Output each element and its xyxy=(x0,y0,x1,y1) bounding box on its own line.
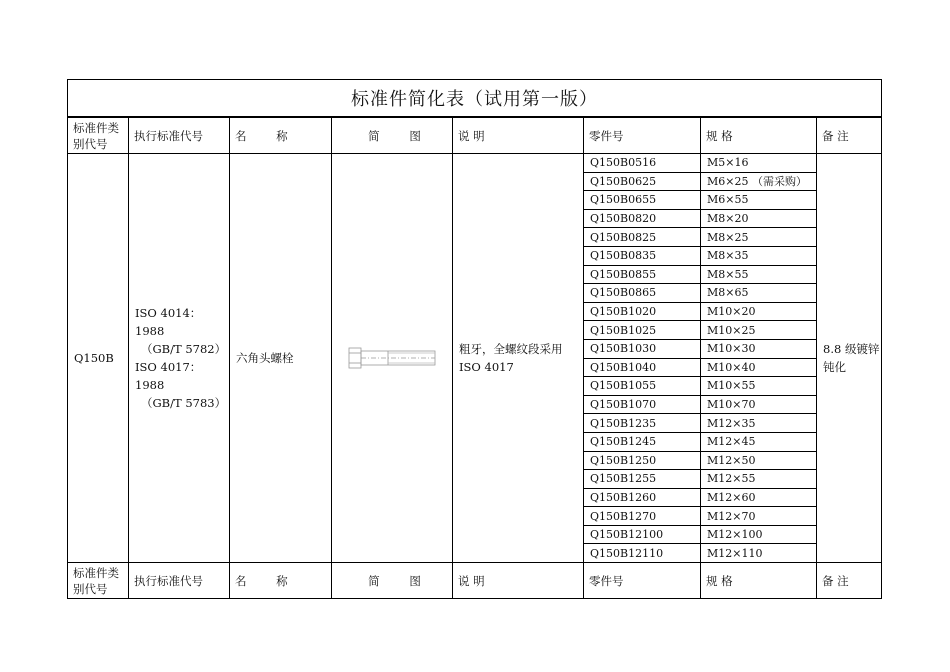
standard-parts-table xyxy=(67,79,882,599)
spec: M6×25 （需采购） xyxy=(701,172,817,191)
part-number: Q150B12100 xyxy=(584,525,701,544)
spec: M10×30 xyxy=(701,339,817,358)
part-number: Q150B1235 xyxy=(584,414,701,433)
part-number: Q150B0835 xyxy=(584,246,701,265)
standard-line: （GB/T 5783） xyxy=(141,396,227,411)
header-description: 说 明 xyxy=(453,117,584,154)
part-name: 六角头螺栓 xyxy=(230,154,332,563)
table-title: 标准件简化表（试用第一版） xyxy=(68,80,882,118)
spec: M12×100 xyxy=(701,525,817,544)
header-category-code: 标准件类别代号 xyxy=(68,117,129,154)
spec: M12×70 xyxy=(701,507,817,526)
part-number: Q150B1040 xyxy=(584,358,701,377)
footer-sketch: 简 图 xyxy=(332,563,453,599)
description: 粗牙，全螺纹段采用ISO 4017 xyxy=(453,154,584,563)
header-sketch: 简 图 xyxy=(332,117,453,154)
part-number: Q150B0820 xyxy=(584,209,701,228)
part-number: Q150B1250 xyxy=(584,451,701,470)
part-number: Q150B1245 xyxy=(584,432,701,451)
part-number: Q150B1260 xyxy=(584,488,701,507)
spec: M8×20 xyxy=(701,209,817,228)
spec: M10×55 xyxy=(701,377,817,396)
spec: M12×45 xyxy=(701,432,817,451)
spec: M6×55 xyxy=(701,191,817,210)
spec: M12×50 xyxy=(701,451,817,470)
spec: M12×110 xyxy=(701,544,817,563)
spec: M8×55 xyxy=(701,265,817,284)
part-number: Q150B1025 xyxy=(584,321,701,340)
exec-standard-cell xyxy=(129,154,230,563)
footer-exec-standard: 执行标准代号 xyxy=(129,563,230,599)
header-part-no: 零件号 xyxy=(584,117,701,154)
spec: M8×35 xyxy=(701,246,817,265)
part-number: Q150B0655 xyxy=(584,191,701,210)
header-row-bottom xyxy=(68,563,882,599)
part-number: Q150B0865 xyxy=(584,284,701,303)
spec: M12×55 xyxy=(701,470,817,489)
remarks: 8.8 级镀锌钝化 xyxy=(817,154,882,563)
footer-spec: 规 格 xyxy=(701,563,817,599)
hex-bolt-drawing-icon xyxy=(348,346,436,370)
standard-line: （GB/T 5782） xyxy=(141,342,227,357)
footer-part-no: 零件号 xyxy=(584,563,701,599)
part-number: Q150B12110 xyxy=(584,544,701,563)
spec: M10×70 xyxy=(701,395,817,414)
spec: M8×25 xyxy=(701,228,817,247)
spec: M10×25 xyxy=(701,321,817,340)
header-spec: 规 格 xyxy=(701,117,817,154)
part-number: Q150B1070 xyxy=(584,395,701,414)
spec: M10×40 xyxy=(701,358,817,377)
header-row-top xyxy=(68,117,882,154)
part-number: Q150B1270 xyxy=(584,507,701,526)
standard-parts-sheet xyxy=(67,79,881,597)
spec: M5×16 xyxy=(701,154,817,173)
footer-category-code: 标准件类别代号 xyxy=(68,563,129,599)
footer-name: 名 称 xyxy=(230,563,332,599)
standard-line: ISO 4017：1988 xyxy=(135,360,202,393)
part-number: Q150B1020 xyxy=(584,302,701,321)
header-exec-standard: 执行标准代号 xyxy=(129,117,230,154)
spec: M10×20 xyxy=(701,302,817,321)
part-number: Q150B0625 xyxy=(584,172,701,191)
spec: M12×35 xyxy=(701,414,817,433)
category-code: Q150B xyxy=(68,154,129,563)
spec: M8×65 xyxy=(701,284,817,303)
part-number: Q150B1055 xyxy=(584,377,701,396)
header-name: 名 称 xyxy=(230,117,332,154)
spec: M12×60 xyxy=(701,488,817,507)
part-number: Q150B1030 xyxy=(584,339,701,358)
footer-description: 说 明 xyxy=(453,563,584,599)
standard-line: ISO 4014：1988 xyxy=(135,306,202,339)
part-number: Q150B0855 xyxy=(584,265,701,284)
part-number: Q150B1255 xyxy=(584,470,701,489)
part-number: Q150B0825 xyxy=(584,228,701,247)
part-number: Q150B0516 xyxy=(584,154,701,173)
sketch-cell xyxy=(332,154,453,563)
table-row xyxy=(68,154,882,173)
header-remarks: 备 注 xyxy=(817,117,882,154)
footer-remarks: 备 注 xyxy=(817,563,882,599)
